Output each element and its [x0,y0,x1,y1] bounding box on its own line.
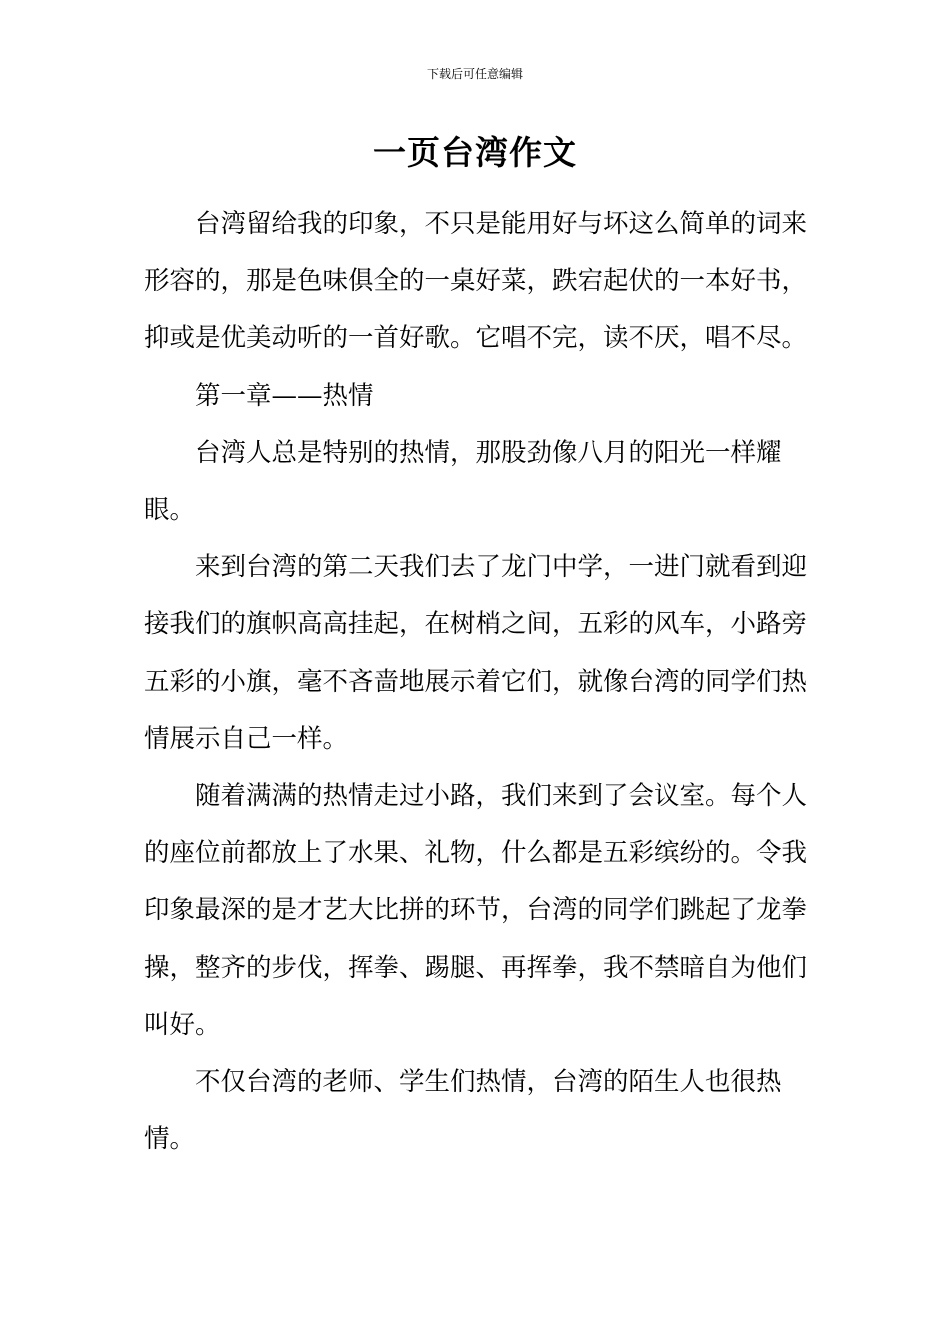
paragraph-intro: 台湾留给我的印象，不只是能用好与坏这么简单的词来形容的，那是色味俱全的一桌好菜，跌宕起伏的一本好书，抑或是优美动听的一首好歌。它唱不完，读不厌，唱不尽。 [144,209,808,354]
paragraph: 不仅台湾的老师、学生们热情，台湾的陌生人也很热情。 [144,1067,782,1155]
paragraph: 台湾人总是特别的热情，那股劲像八月的阳光一样耀眼。 [144,437,782,526]
paragraph: 随着满满的热情走过小路，我们来到了会议室。每个人的座位前都放上了水果、礼物，什么都是五彩缤纷的。令我印象最深的是才艺大比拼的环节，台湾的同学们跳起了龙拳操，整齐的步伐，挥拳、踢腿、再挥拳，我不禁暗自为他们叫好。 [144,781,808,1040]
document-title: 一页台湾作文 [373,133,577,172]
header-note: 下载后可任意编辑 [426,67,523,81]
document-body [144,196,808,1168]
chapter-heading: 第一章——热情 [195,380,374,411]
paragraph: 来到台湾的第二天我们去了龙门中学，一进门就看到迎接我们的旗帜高高挂起，在树梢之间，五彩的风车，小路旁五彩的小旗，毫不吝啬地展示着它们，就像台湾的同学们热情展示自己一样。 [144,552,808,754]
